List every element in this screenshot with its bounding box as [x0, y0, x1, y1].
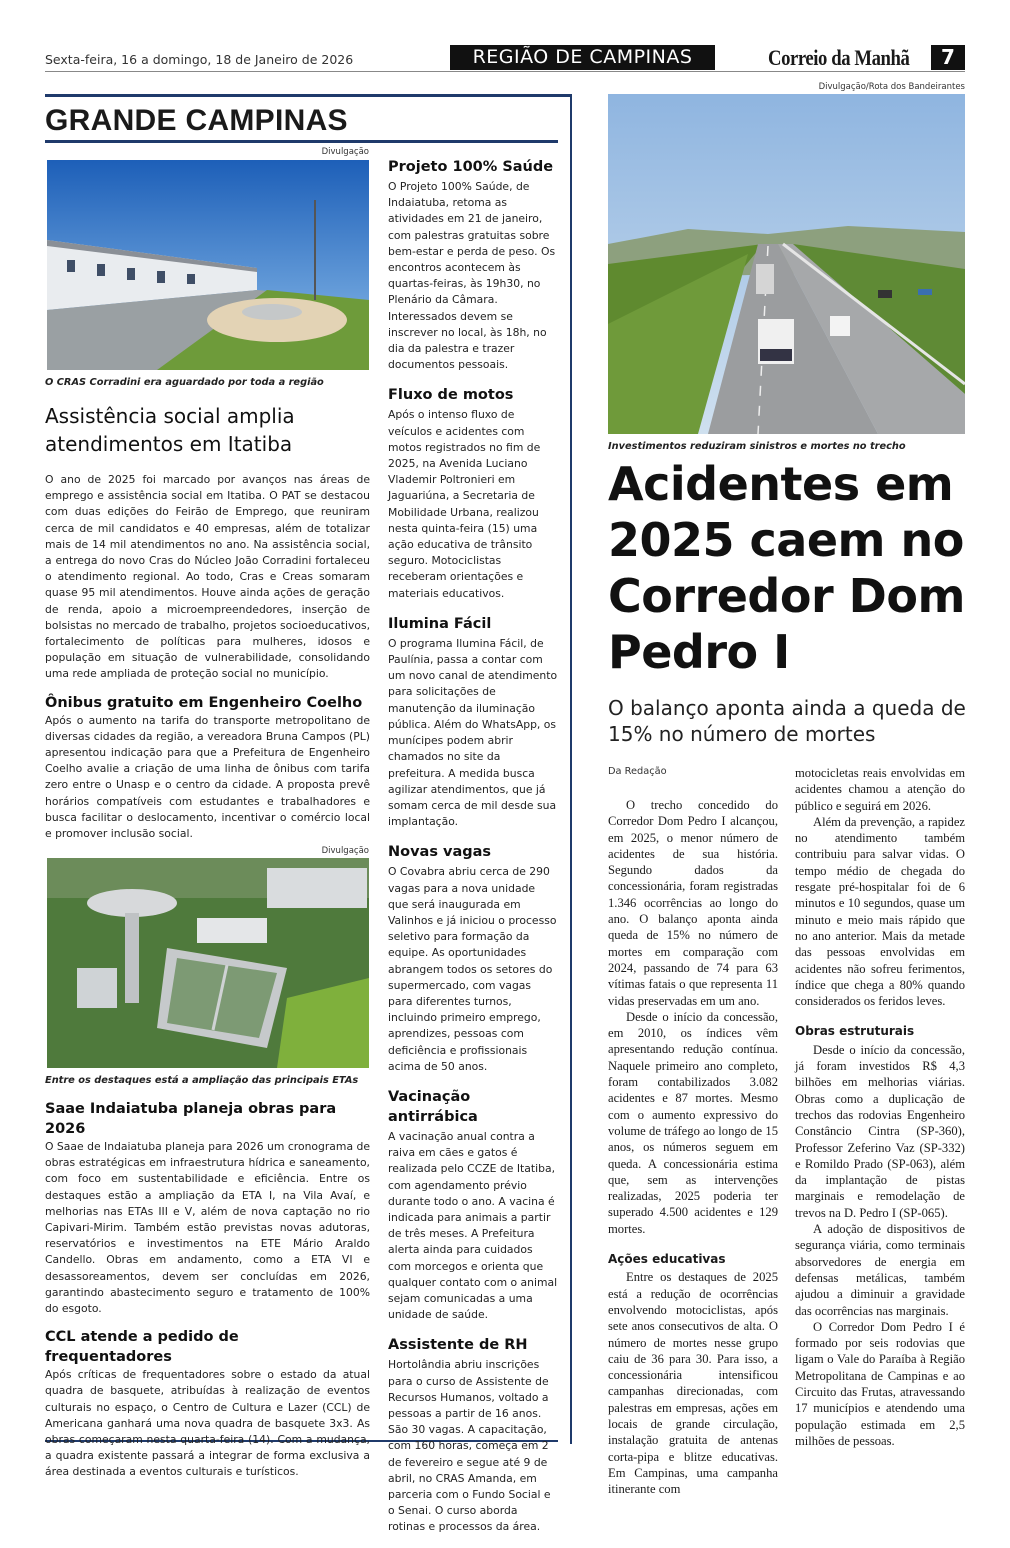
brief-title: Assistente de RH	[388, 1337, 528, 1354]
highway-photo	[608, 94, 965, 434]
brief-body: O Covabra abriu cerca de 290 vagas para a nova unidade que será inaugurada em Valinhos e já iniciou o processo seletivo para formação da equipe. As oportunidades abrangem todos os setores do supermercado, com vagas para diferentes turnos, incluindo primeiro emprego, aprendizes, pessoas com deficiência e profissionais acima de 50 anos.	[388, 865, 557, 1073]
news-brief	[388, 842, 558, 1075]
secondary-articles	[45, 1099, 370, 1481]
paragraph: Entre os destaques de 2025 está a redução de ocorrências envolvendo motociclistas, após sete anos consecutivos de alta. O número de mortes nesse grupo caiu de 36 para 30. Para isso, a concessionária intensificou campanhas direcionadas, com palestras em empresas, ações em locais de grande circulação, instalação gratuita de antenas corta-pipa e blitze educativas. Em Campinas, uma campanha itinerante com	[608, 1270, 778, 1497]
brief-title: Ilumina Fácil	[388, 615, 492, 632]
brief-body: Hortolândia abriu inscrições para o curso de Assistente de Recursos Humanos, voltado a pessoas a partir de 16 anos. São 30 vagas. A capacitação, com 160 horas, começa em 2 de fevereiro e segue até 9 de abril, no CRAS Amanda, em parceria com o Fundo Social e o Senai. O curso aborda rotinas e processos da área.	[388, 1358, 551, 1534]
news-brief	[388, 1087, 558, 1323]
paragraph: A adoção de dispositivos de segurança viária, como terminais absorvedores de energia em defensas metálicas, também ajudou a diminuir a gravidade das ocorrências nas marginais.	[795, 1222, 965, 1318]
water-treatment-aerial-photo	[47, 858, 369, 1068]
brief-title: Novas vagas	[388, 844, 492, 861]
newspaper-logo: Correio da Manhã	[768, 45, 910, 70]
photo-caption: Investimentos reduziram sinistros e mortes no trecho	[608, 441, 906, 452]
section-title: GRANDE CAMPINAS	[45, 104, 348, 137]
brief-title: Projeto 100% Saúde	[388, 159, 554, 175]
section-label: REGIÃO DE CAMPINAS	[450, 45, 715, 70]
article-body: Após críticas de frequentadores sobre o estado da atual quadra de basquete, atribuídas à realização de eventos culturais no espaço, o Centro de Cultura e Lazer (CCL) de Americana ganhará uma nova quadra de basquete 3x3. As obras começaram nesta quarta-feira (14). Com a mudança, a quadra existente passará a integrar de forma exclusiva a área destinada a eventos culturais e turísticos.	[45, 1368, 370, 1479]
box-top-border	[45, 94, 572, 97]
photo-credit: Divulgação/Rota dos Bandeirantes	[818, 82, 965, 92]
paragraph: Desde o início da concessão, já foram investidos R$ 4,3 bilhões em melhorias viárias. Obras como a duplicação de trechos das rodovias Engenheiro Constâncio Cintra (SP-360), Professor Zeferino Vaz (SP-332) e Romildo Prado (SP-063), além da implantação de pistas marginais e remodelação de trevos na D. Pedro I (SP-065).	[795, 1042, 965, 1220]
subheading: Obras estruturais	[795, 1024, 915, 1039]
article-body: Após o aumento na tarifa do transporte metropolitano de diversas cidades da região, a vereadora Bruna Campos (PL) apresentou indicação para que a Prefeitura de Engenheiro Coelho avalie a criação de uma linha de ônibus com tarifa zero entre o Unasp e o centro da cidade. A proposta prevê horários compatíveis com estudantes e trabalhadores e busca facilitar o deslocamento, incentivar o comércio local e promover inclusão social.	[45, 713, 370, 841]
article-body: O Saae de Indaiatuba planeja para 2026 um cronograma de obras estratégicas em infraestrutura hídrica e saneamento, com foco em sustentabilidade e eficiência. Entre os destaques estão a ampliação da ETA I, na Vila Avaí, e melhorias nas ETAs III e V, além de nova captação no rio Capivari-Mirim. Também estão previstas novas adutoras, reservatórios e investimentos na ETE Mário Araldo Candello. Obras em andamento, como a ETA VI e desassoreamentos, devem ser concluídas em 2026, garantindo abastecimento seguro e tratamento de 100% do esgoto.	[45, 1140, 370, 1316]
brief-body: O programa Ilumina Fácil, de Paulínia, passa a contar com um novo canal de atendimento para solicitações de manutenção da iluminação pública. Além do WhatsApp, os munícipes podem abrir chamados no site da prefeitura. A medida busca agilizar atendimentos, que já somam cerca de mil desde sua implantação.	[388, 636, 558, 829]
photo-caption: O CRAS Corradini era aguardado por toda a região	[45, 377, 324, 388]
article-body: O ano de 2025 foi marcado por avanços nas áreas de emprego e assistência social em Itatiba. O PAT se destacou com duas edições do Feirão de Emprego, que reuniram cerca de mil candidatos e 40 empresas, além de totalizar mais de 14 mil atendimentos no ano. Na assistência social, a entrega do novo Cras do Núcleo João Corradini fortaleceu o atendimento regional. Ao todo, Cras e Creas somaram quase 95 mil atendimentos. Houve ainda ações de geração de renda, apoio a microempreendedores, inserção de bolsistas no mercado de trabalho, projetos socioeducativos, fortalecimento de políticas para mulheres, idosos e população em situação de vulnerabilidade, consolidando uma rede ampliada de proteção social no município.	[45, 473, 370, 681]
article-headline: Ônibus gratuito em Engenheiro Coelho	[45, 694, 363, 711]
article-headline: CCL atende a pedido de frequentadores	[45, 1329, 239, 1366]
page-number: 7	[931, 45, 965, 70]
paragraph: Desde o início da concessão, em 2010, os índices vêm apresentando redução contínua. Naquele primeiro ano completo, foram contabilizados 3.082 acidentes e 87 mortes. Mesmo com o aumento expressivo do volume de tráfego ao longo de 15 anos, os números seguem em queda. A concessionária estima que, sem as intervenções realizadas, 2025 poderia ter superado 4.500 acidentes e 129 mortes.	[608, 1009, 778, 1236]
feature-column-1	[608, 797, 778, 1497]
brief-body: O Projeto 100% Saúde, de Indaiatuba, retoma as atividades em 21 de janeiro, com palestras gratuitas sobre bem-estar e perda de peso. Os encontros acontecem às quartas-feiras, às 19h30, no Plenário da Câmara. Interessados devem se inscrever no local, às 18h, no dia da palestra e trazer documentos pessoais.	[388, 180, 556, 372]
edition-date: Sexta-feira, 16 a domingo, 18 de Janeiro de 2026	[45, 52, 354, 67]
brief-title: Vacinação antirrábica	[388, 1088, 478, 1125]
news-brief	[388, 385, 558, 601]
news-briefs-column	[388, 157, 558, 1548]
box-right-border	[570, 94, 572, 1444]
feature-headline: Acidentes em 2025 caem no Corredor Dom Pedro I	[608, 457, 965, 679]
byline: Da Redação	[608, 766, 667, 777]
brief-body: A vacinação anual contra a raiva em cães e gatos é realizada pelo CCZE de Itatiba, com agendamento prévio durante todo o ano. A vacina é indicada para animais a partir de três meses. A Prefeitura alerta ainda para cuidados com morcegos e orienta que qualquer contato com o animal sejam comunicadas a uma unidade de saúde.	[388, 1129, 558, 1322]
article-headline: Saae Indaiatuba planeja obras para 2026	[45, 1101, 337, 1137]
article-headline: Assistência social amplia atendimentos em Itatiba	[45, 404, 295, 456]
header-divider	[45, 71, 965, 72]
paragraph: O Corredor Dom Pedro I é formado por seis rodovias que ligam o Vale do Paraíba à Região Metropolitana de Campinas e ao Circuito das Frutas, atravessando 17 municípios e atendendo uma população estimada em 2,5 milhões de pessoas.	[795, 1319, 965, 1448]
feature-subheadline: O balanço aponta ainda a queda de 15% no número de mortes	[608, 696, 966, 746]
subheading: Ações educativas	[608, 1252, 726, 1267]
paragraph: O trecho concedido do Corredor Dom Pedro I alcançou, em 2025, o menor número de acidentes de sua história. Segundo dados da concessionária, foram registradas 1.346 ocorrências ao longo do ano. O balanço aponta ainda queda de 15% no número de mortes em comparação com 2024, passando de 74 para 63 vítimas fatais o que representa 11 vidas preservadas em um ano.	[608, 798, 778, 1008]
paragraph: motocicletas reais envolvidas em acidentes chamou a atenção do público e seguirá em 2026.	[795, 766, 965, 813]
news-brief	[388, 614, 558, 830]
news-brief	[388, 1335, 558, 1535]
section-title-rule	[45, 140, 558, 143]
paragraph: Além da prevenção, a rapidez no atendimento também contribuiu para salvar vidas. O tempo médio de chegada do resgate pré-hospitalar foi de 6 minutos e 10 segundos, quase um minuto e meio mais rápido que no ano anterior. Mais da metade das pessoas envolvidas em acidentes não sofreu ferimentos, índice que chega a 80% quando considerados os feridos leves.	[795, 814, 965, 1009]
cras-building-photo	[47, 160, 369, 370]
news-brief	[388, 157, 558, 373]
brief-title: Fluxo de motos	[388, 387, 514, 404]
brief-body: Após o intenso fluxo de veículos e acidentes com motos registrados no fim de 2025, na Avenida Luciano Vlademir Poltronieri em Jaguariúna, a Secretaria de Mobilidade Urbana, realizou nesta quinta-feira (15) uma ação educativa de trânsito seguro. Motociclistas receberam orientações e materiais educativos.	[388, 408, 541, 600]
photo-credit: Divulgação	[321, 846, 369, 856]
main-article	[45, 402, 370, 842]
feature-column-2	[795, 765, 965, 1449]
photo-credit: Divulgação	[321, 147, 369, 157]
photo-caption: Entre os destaques está a ampliação das principais ETAs	[45, 1075, 359, 1086]
